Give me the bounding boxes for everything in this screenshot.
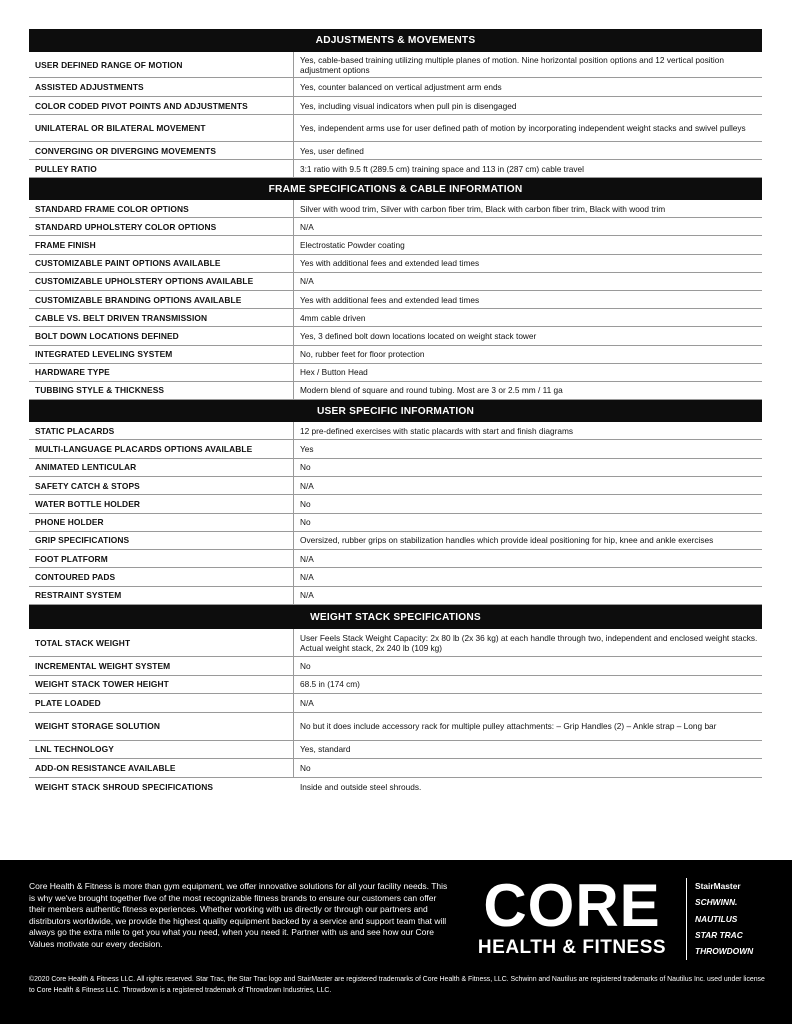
row-label: CONVERGING OR DIVERGING MOVEMENTS <box>29 142 294 159</box>
table-row <box>29 440 762 458</box>
table-row <box>29 52 762 78</box>
row-value: Silver with wood trim, Silver with carbon fiber trim, Black with carbon fiber trim, Black with wood trim <box>300 203 666 214</box>
row-label: STATIC PLACARDS <box>29 422 294 439</box>
row-label: RESTRAINT SYSTEM <box>29 587 294 604</box>
row-value: Yes, including visual indicators when pull pin is disengaged <box>300 100 517 111</box>
table-row <box>29 291 762 309</box>
row-value: N/A <box>300 590 314 601</box>
row-label: ANIMATED LENTICULAR <box>29 459 294 476</box>
brand-throwdown: THROWDOWN <box>695 946 754 957</box>
row-label: USER DEFINED RANGE OF MOTION <box>29 52 294 77</box>
table-row <box>29 741 762 760</box>
row-label: CONTOURED PADS <box>29 568 294 585</box>
table-row <box>29 568 762 586</box>
brand-schwinn: SCHWINN. <box>695 897 738 908</box>
table-row <box>29 759 762 778</box>
row-label: PULLEY RATIO <box>29 160 294 177</box>
row-value: No <box>300 517 311 528</box>
row-label: MULTI-LANGUAGE PLACARDS OPTIONS AVAILABLE <box>29 440 294 457</box>
row-label: TUBBING STYLE & THICKNESS <box>29 382 294 399</box>
row-value: No <box>300 462 311 473</box>
row-label: PLATE LOADED <box>29 694 294 712</box>
row-label: PHONE HOLDER <box>29 514 294 531</box>
table-row <box>29 459 762 477</box>
row-value: Electrostatic Powder coating <box>300 239 405 250</box>
table-row <box>29 273 762 291</box>
row-value: Modern blend of square and round tubing. Most are 3 or 2.5 mm / 11 ga <box>300 385 563 396</box>
row-value: Yes, user defined <box>300 145 364 156</box>
row-label: ASSISTED ADJUSTMENTS <box>29 78 294 96</box>
row-label: CABLE VS. BELT DRIVEN TRANSMISSION <box>29 309 294 326</box>
row-value: Yes, cable-based training utilizing multiple planes of motion. Nine horizontal position options and 12 vertical position adjustment options <box>300 54 725 75</box>
spec-sheet <box>29 29 762 796</box>
row-label: LNL TECHNOLOGY <box>29 741 294 759</box>
row-label: UNILATERAL OR BILATERAL MOVEMENT <box>29 115 294 141</box>
footer <box>0 860 792 1024</box>
company-blurb: Core Health & Fitness is more than gym equipment, we offer innovative solutions for all your facility needs. This is why we've brought together five of the most recognizable fitness brands to ensure our customers can offer their members authentic fitness experiences. Whether working with us directly or through our partners and distributors worldwide, we provide the highest quality equipment backed by a service and support team that will always go the extra mile to get you what you need, when you need it. Partner with us and see how our Core Values motivate our every decision. <box>29 881 448 949</box>
row-label: WEIGHT STACK TOWER HEIGHT <box>29 676 294 694</box>
table-row <box>29 236 762 254</box>
row-value: 3:1 ratio with 9.5 ft (289.5 cm) training space and 113 in (287 cm) cable travel <box>300 163 584 174</box>
table-row <box>29 255 762 273</box>
row-label: WEIGHT STACK SHROUD SPECIFICATIONS <box>35 781 214 792</box>
row-label: INTEGRATED LEVELING SYSTEM <box>29 346 294 363</box>
row-value: N/A <box>300 480 314 491</box>
row-value: Inside and outside steel shrouds. <box>300 781 422 792</box>
row-label: GRIP SPECIFICATIONS <box>29 532 294 549</box>
table-row <box>29 629 762 657</box>
table-row <box>29 364 762 382</box>
table-row <box>29 115 762 142</box>
row-value: 4mm cable driven <box>300 312 366 323</box>
brand-list <box>686 878 785 960</box>
brand-star-trac: STAR TRAC <box>695 929 743 940</box>
table-row <box>29 160 762 178</box>
row-value: Yes <box>300 444 314 454</box>
row-label: STANDARD FRAME COLOR OPTIONS <box>29 200 294 217</box>
row-value: No <box>300 660 311 671</box>
row-value: N/A <box>300 276 314 287</box>
row-label: WEIGHT STORAGE SOLUTION <box>29 713 294 740</box>
row-value: 68.5 in (174 cm) <box>300 679 360 690</box>
table-row <box>29 713 762 741</box>
row-label: ADD-ON RESISTANCE AVAILABLE <box>29 759 294 777</box>
brand-stairmaster: StairMaster <box>695 881 741 891</box>
row-label: FRAME FINISH <box>29 236 294 253</box>
table-row <box>29 200 762 218</box>
table-row <box>29 676 762 695</box>
row-label: HARDWARE TYPE <box>29 364 294 381</box>
row-value: No <box>300 498 311 509</box>
table-row <box>29 657 762 676</box>
row-value: No, rubber feet for floor protection <box>300 349 425 360</box>
row-value: N/A <box>300 221 314 232</box>
table-row <box>29 142 762 160</box>
row-value: User Feels Stack Weight Capacity: 2x 80 lb (2x 36 kg) at each handle through two, independent and enclosed weight stacks. Actual weight stack, 2x 240 lb (109 kg) <box>300 632 758 653</box>
brand-nautilus: NAUTILUS <box>695 913 738 924</box>
row-label: TOTAL STACK WEIGHT <box>29 629 294 656</box>
row-value: Yes, standard <box>300 744 351 755</box>
table-row <box>29 78 762 97</box>
table-row <box>29 346 762 364</box>
legal-text: ©2020 Core Health & Fitness LLC. All rights reserved. Star Trac, the Star Trac logo and StairMaster are registered trademarks of Core Health & Fitness, LLC. Schwinn and Nautilus are registered trademarks of Nautilus Inc. used under license to Core Health & Fitness LLC. Throwdown is a registered trademark of Throwdown Industries, LLC. <box>29 976 765 994</box>
row-value: Yes with additional fees and extended lead times <box>300 258 480 269</box>
row-value: Yes with additional fees and extended lead times <box>300 294 480 305</box>
table-row <box>29 422 762 440</box>
table-row <box>29 532 762 550</box>
table-row <box>29 514 762 532</box>
row-value: Yes, 3 defined bolt down locations located on weight stack tower <box>300 330 537 341</box>
section-header-user: USER SPECIFIC INFORMATION <box>29 400 762 422</box>
row-value: Yes, counter balanced on vertical adjustment arm ends <box>300 82 502 92</box>
row-value: Hex / Button Head <box>300 367 368 378</box>
row-value: Yes, independent arms use for user defined path of motion by incorporating independent weight stacks and swivel pulleys <box>300 123 746 133</box>
row-label: CUSTOMIZABLE PAINT OPTIONS AVAILABLE <box>29 255 294 272</box>
logo-sub-text: HEALTH & FITNESS <box>477 937 667 958</box>
table-row <box>29 550 762 568</box>
table-row <box>29 309 762 327</box>
table-row <box>29 382 762 400</box>
row-label: STANDARD UPHOLSTERY COLOR OPTIONS <box>29 218 294 235</box>
row-value: N/A <box>300 697 314 708</box>
row-label: FOOT PLATFORM <box>29 550 294 567</box>
section-header-adjustments: ADJUSTMENTS & MOVEMENTS <box>29 29 762 52</box>
section-header-weight-stack: WEIGHT STACK SPECIFICATIONS <box>29 605 762 629</box>
row-value: Oversized, rubber grips on stabilization handles which provide ideal positioning for hip, knee and ankle exercises <box>300 535 714 546</box>
table-row <box>29 587 762 605</box>
row-value: N/A <box>300 572 314 583</box>
row-label: SAFETY CATCH & STOPS <box>29 477 294 494</box>
table-row <box>29 477 762 495</box>
core-logo <box>461 874 683 958</box>
table-row <box>29 778 762 797</box>
row-label: CUSTOMIZABLE BRANDING OPTIONS AVAILABLE <box>29 291 294 308</box>
row-label: BOLT DOWN LOCATIONS DEFINED <box>29 327 294 344</box>
row-label: CUSTOMIZABLE UPHOLSTERY OPTIONS AVAILABLE <box>29 273 294 290</box>
row-value: N/A <box>300 553 314 564</box>
table-row <box>29 327 762 345</box>
table-row <box>29 495 762 513</box>
section-header-frame: FRAME SPECIFICATIONS & CABLE INFORMATION <box>29 178 762 200</box>
row-label: INCREMENTAL WEIGHT SYSTEM <box>29 657 294 675</box>
logo-main-text: CORE <box>483 872 661 939</box>
row-label: COLOR CODED PIVOT POINTS AND ADJUSTMENTS <box>29 97 294 114</box>
row-value: 12 pre-defined exercises with static placards with start and finish diagrams <box>300 425 574 436</box>
row-value: No <box>300 762 311 773</box>
row-value: No but it does include accessory rack for multiple pulley attachments: – Grip Handles (2) – Ankle strap – Long bar <box>300 721 717 732</box>
table-row <box>29 97 762 115</box>
row-label: WATER BOTTLE HOLDER <box>29 495 294 512</box>
table-row <box>29 218 762 236</box>
table-row <box>29 694 762 713</box>
